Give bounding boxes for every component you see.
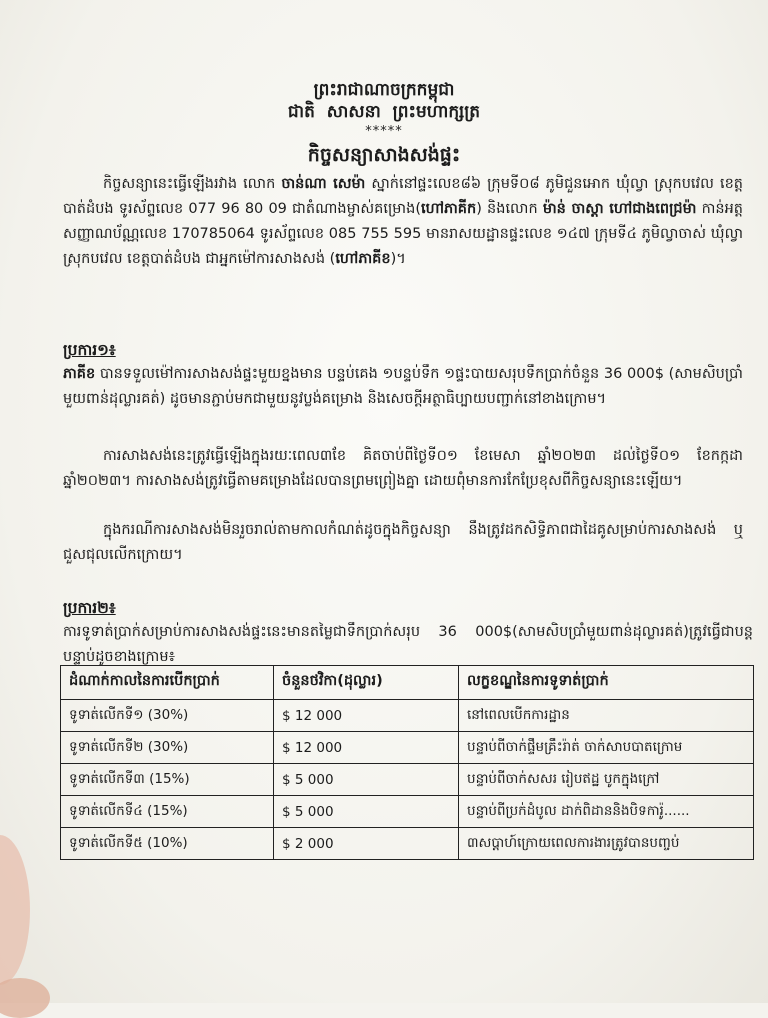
party-a-role: ហៅភាគីក (420, 201, 477, 217)
table-row (61, 764, 754, 796)
payment-schedule-table (60, 665, 754, 860)
ornament-stars: ***** (365, 124, 403, 139)
header-amount: ចំនួនថវិកា(ដុល្លារ) (274, 666, 459, 700)
condition-cell: នៅពេលបើកការដ្ឋាន (459, 700, 754, 732)
amount-cell: $ 5 000 (274, 796, 459, 828)
article-1-paragraph-2: ការសាងសង់នេះត្រូវធ្វើឡើងក្នុងរយៈពេល៣ខែ គិតចាប់ពីថ្ងៃទី០១ ខែមេសា ឆ្នាំ២០២៣ ដល់ថ្ងៃទី០១ ខែកក្កដា ឆ្នាំ២០២៣។ ការសាងសង់ត្រូវធ្វើតាមគម្រោងដែលបានព្រមព្រៀងគ្នា ដោយពុំមានការកែប្រែខុសពីកិច្ចសន្យានេះឡើយ។ (63, 448, 743, 489)
table-header-row (61, 666, 754, 700)
amount-cell: $ 2 000 (274, 828, 459, 860)
table-row (61, 796, 754, 828)
table-row (61, 700, 754, 732)
intro-paragraph: កិច្ចសន្យានេះធ្វើឡើងរវាង លោក ចាន់ណា សេម៉ា ស្នាក់នៅផ្ទះលេខ៨៦ ក្រុមទី០៨ ភូមិជួនអោក ឃុំល្វា ស្រុកបវេល ខេត្តបាត់ដំបង ទូរស័ព្ទលេខ 077 96 80 09 ជាតំណាងម្ចាស់គម្រោង(ហៅភាគីក) និងលោក ម៉ាន់ ចាស្តា ហៅជាងពេជ្រម៉ា កាន់អត្តសញ្ញាណប័ណ្ណលេខ 170785064 ទូរស័ព្ទលេខ 085 755 595 មានរាសយដ្ឋានផ្ទះលេខ ១៤៧ ក្រុមទី៤ ភូមិល្វាចាស់ ឃុំល្វា ស្រុកបវេល ខេត្តបាត់ដំបង ជាអ្នកម៉ៅការសាងសង់ (ហៅភាគីខ)។ (63, 176, 744, 267)
header-condition: លក្ខខណ្ឌនៃការទូទាត់ប្រាក់ (459, 666, 754, 700)
stage-cell: ទូទាត់លើកទី៣ (15%) (61, 764, 274, 796)
condition-cell: ៣សប្តាហ៍ក្រោយពេលការងារត្រូវបានបញ្ចប់ (459, 828, 754, 860)
article-2-paragraph: ការទូទាត់ប្រាក់សម្រាប់ការសាងសង់ផ្ទះនេះមានតម្លៃជាទឹកប្រាក់សរុប 36 000$(សាមសិបប្រាំមួយពាន់ដុល្លារគត់)ត្រូវធ្វើជាបន្តបន្ទាប់ដូចខាងក្រោម៖ (63, 624, 753, 665)
article-1-paragraph-1: ភាគីខ បានទទួលម៉ៅការសាងសង់ផ្ទះមួយខ្នងមាន បន្ទប់គេង ១បន្ទប់ទឹក ១ផ្ទះបាយសរុបទឹកប្រាក់ចំនួន 36 000$ (សាមសិបប្រាំមួយពាន់ដុល្លារគត់) ដូចមានភ្ជាប់មកជាមួយនូវប្លង់គម្រោង និងសេចក្តីអត្ថាធិប្បាយបញ្ជាក់នៅខាងក្រោម។ (63, 366, 743, 407)
amount-cell: $ 12 000 (274, 700, 459, 732)
amount-cell: $ 5 000 (274, 764, 459, 796)
stage-cell: ទូទាត់លើកទី២ (30%) (61, 732, 274, 764)
finger-tip (0, 978, 50, 1018)
amount-cell: $ 12 000 (274, 732, 459, 764)
party-a-name: ចាន់ណា សេម៉ា (281, 176, 366, 192)
party-b-name: ម៉ាន់ ចាស្តា ហៅជាងពេជ្រម៉ា (542, 201, 697, 217)
stage-cell: ទូទាត់លើកទី១ (30%) (61, 700, 274, 732)
kingdom-heading: ព្រះរាជាណាចក្រកម្ពុជា (313, 80, 455, 100)
stage-cell: ទូទាត់លើកទី៤ (15%) (61, 796, 274, 828)
table-row (61, 828, 754, 860)
article-1-paragraph-3: ក្នុងករណីការសាងសង់មិនរួចរាល់តាមកាលកំណត់ដូចក្នុងកិច្ចសន្យា នឹងត្រូវដកសិទ្ធិភាពជាដៃគូសម្រាប់ការសាងសង់ ឬជួសជុលលើកក្រោយ។ (63, 522, 743, 563)
condition-cell: បន្ទាប់ពីប្រក់ដំបូល ដាក់ពិដាននិងបិទការ៉ូ...... (459, 796, 754, 828)
table-row (61, 732, 754, 764)
stage-cell: ទូទាត់លើកទី៥ (10%) (61, 828, 274, 860)
party-b-label: ភាគីខ (63, 366, 96, 382)
motto-heading: ជាតិ សាសនា ព្រះមហាក្សត្រ (287, 102, 481, 122)
article-1-heading: ប្រការ១៖ (63, 341, 116, 359)
header-stage: ដំណាក់កាលនៃការបើកប្រាក់ (61, 666, 274, 700)
finger-shadow (0, 835, 30, 985)
party-b-role: ហៅភាគីខ (335, 251, 391, 267)
article-2-heading: ប្រការ២៖ (63, 599, 116, 617)
condition-cell: បន្ទាប់ពីចាក់ផ្ទឹមគ្រឹះរ៉ាត់ ចាក់សាបបាតក្រោម (459, 732, 754, 764)
condition-cell: បន្ទាប់ពីចាក់សសរ រៀបឥដ្ឋ បូកក្នុងក្រៅ (459, 764, 754, 796)
contract-title: កិច្ចសន្យាសាងសង់ផ្ទះ (307, 144, 461, 166)
